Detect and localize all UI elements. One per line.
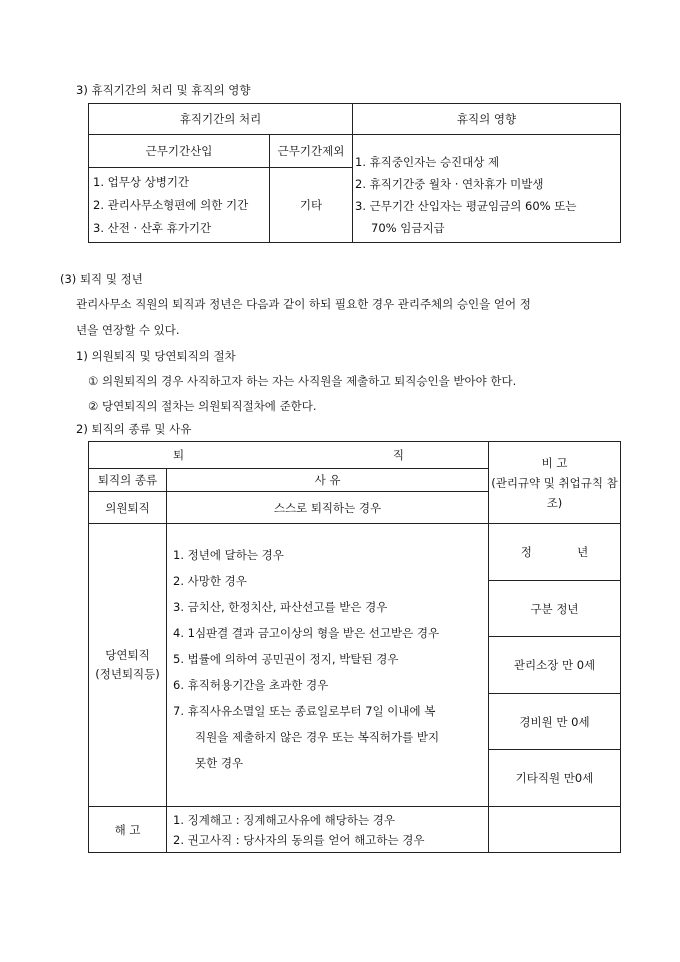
natural-reason-item: 6. 휴직허용기간을 초과한 경우 bbox=[173, 678, 329, 692]
retirement-age-manager: 관리소장 만 0세 bbox=[489, 637, 621, 694]
effect-item: 2. 휴직기간중 월차 · 연차휴가 미발생 bbox=[355, 177, 544, 191]
included-item: 3. 산전 · 산후 휴가기간 bbox=[93, 220, 212, 235]
natural-reason-item: 2. 사망한 경우 bbox=[173, 574, 247, 588]
included-item: 1. 업무상 상병기간 bbox=[93, 174, 190, 189]
main-header-char-1: 퇴 bbox=[173, 448, 185, 462]
effect-item: 3. 근무기간 산입자는 평균임금의 60% 또는 bbox=[355, 199, 577, 213]
natural-reason-item: 5. 법률에 의하여 공민권이 정지, 박탈된 경우 bbox=[173, 652, 399, 666]
retire-section-heading: (3) 퇴직 및 정년 bbox=[60, 272, 143, 286]
leave-section-heading: 3) 휴직기간의 처리 및 휴직의 영향 bbox=[76, 83, 251, 97]
sub-included-header: 근무기간산입 bbox=[89, 135, 270, 168]
voluntary-type: 의원퇴직 bbox=[89, 492, 167, 524]
natural-type-line1: 당연퇴직 bbox=[105, 648, 150, 662]
excluded-value: 기타 bbox=[270, 168, 353, 243]
natural-reason-item: 1. 정년에 달하는 경우 bbox=[173, 548, 284, 562]
included-list-cell bbox=[89, 168, 270, 243]
dismiss-reason-item: 2. 권고사직 : 당사자의 동의를 얻어 해고하는 경우 bbox=[173, 832, 425, 847]
retirement-age-label-char-2: 년 bbox=[577, 545, 589, 559]
retirement-age-label bbox=[489, 524, 621, 581]
natural-reason-item: 못한 경우 bbox=[195, 756, 244, 770]
procedure-item-2: ② 당연퇴직의 절차는 의원퇴직절차에 준한다. bbox=[88, 399, 317, 413]
sub-excluded-header: 근무기간제외 bbox=[270, 135, 353, 168]
retirement-age-guard: 경비원 만 0세 bbox=[489, 694, 621, 750]
effect-item: 70% 임금지급 bbox=[371, 221, 445, 235]
retire-paragraph-line2: 년을 연장할 수 있다. bbox=[76, 323, 180, 337]
procedure-item-1: ① 의원퇴직의 경우 사직하고자 하는 자는 사직원을 제출하고 퇴직승인을 받아야 한다. bbox=[88, 374, 517, 388]
effect-item: 1. 휴직중인자는 승진대상 제 bbox=[355, 155, 500, 169]
dismiss-type: 해 고 bbox=[89, 807, 167, 853]
types-heading: 2) 퇴직의 종류 및 사유 bbox=[76, 422, 192, 436]
retirement-age-header: 구분 정년 bbox=[489, 581, 621, 637]
retirement-age-label-char-1: 정 bbox=[520, 545, 532, 559]
note-header bbox=[489, 442, 621, 524]
natural-type-line2: (정년퇴직등) bbox=[95, 667, 160, 681]
type-header: 퇴직의 종류 bbox=[89, 469, 167, 492]
natural-reason-item: 직원을 제출하지 않은 경우 또는 복직허가를 받지 bbox=[195, 730, 440, 744]
note-subtitle: (관리규약 및 취업규칙 참조) bbox=[491, 475, 618, 510]
retirement-main-header bbox=[89, 442, 489, 469]
retirement-table bbox=[88, 441, 621, 853]
col-processing-header: 휴직기간의 처리 bbox=[89, 104, 353, 135]
procedure-heading: 1) 의원퇴직 및 당연퇴직의 절차 bbox=[76, 349, 236, 363]
note-title: 비 고 bbox=[541, 455, 568, 470]
retirement-age-other: 기타직원 만0세 bbox=[489, 750, 621, 807]
included-item: 2. 관리사무소형편에 의한 기간 bbox=[93, 197, 249, 212]
effects-cell bbox=[353, 135, 621, 243]
dismiss-reasons bbox=[167, 807, 489, 853]
natural-reason-item: 3. 금치산, 한정치산, 파산선고를 받은 경우 bbox=[173, 600, 388, 614]
dismiss-note bbox=[489, 807, 621, 853]
col-effect-header: 휴직의 영향 bbox=[353, 104, 621, 135]
reason-header: 사 유 bbox=[167, 469, 489, 492]
natural-reason-item: 7. 휴직사유소멸일 또는 종료일로부터 7일 이내에 복 bbox=[173, 704, 436, 718]
retire-paragraph-line1: 관리사무소 직원의 퇴직과 정년은 다음과 같이 하되 필요한 경우 관리주체의 승인을 얻어 정 bbox=[76, 297, 531, 311]
natural-reasons bbox=[167, 524, 489, 807]
voluntary-reason: 스스로 퇴직하는 경우 bbox=[167, 492, 489, 524]
dismiss-reason-item: 1. 징계해고 : 징계해고사유에 해당하는 경우 bbox=[173, 812, 395, 827]
main-header-char-2: 직 bbox=[392, 448, 404, 462]
natural-reason-item: 4. 1심판결 결과 금고이상의 형을 받은 선고받은 경우 bbox=[173, 626, 440, 640]
natural-type bbox=[89, 524, 167, 807]
leave-table bbox=[88, 103, 621, 243]
